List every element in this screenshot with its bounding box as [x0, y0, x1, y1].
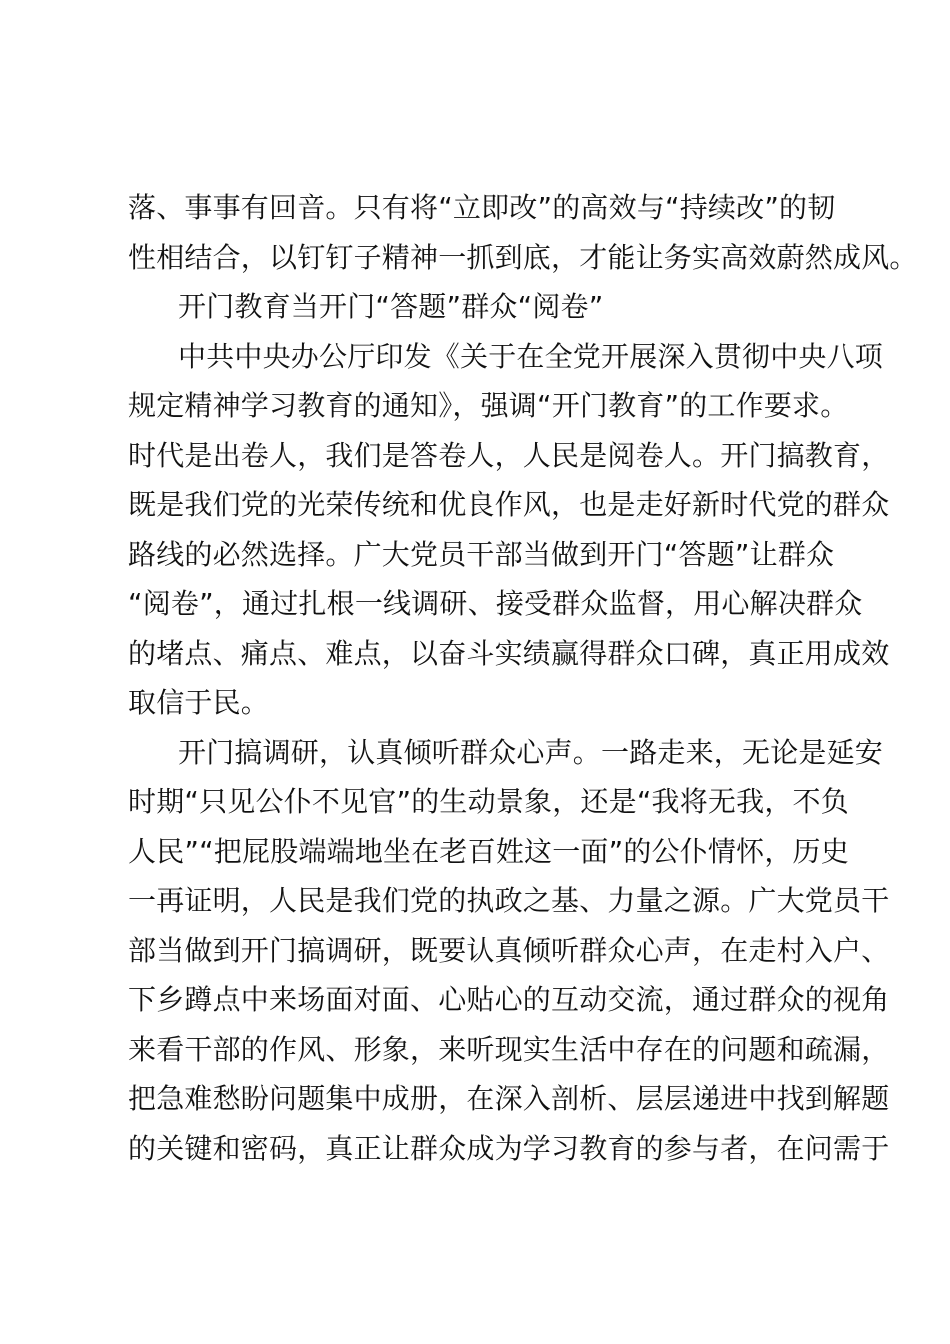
text-line: 时期“只见公仆不见官”的生动景象，还是“我将无我，不负 [128, 785, 849, 818]
section-heading: 开门教育当开门“答题”群众“阅卷” [178, 290, 604, 323]
text-line: 取信于民。 [128, 686, 270, 719]
text-line: 的关键和密码，真正让群众成为学习教育的参与者，在问需于 [128, 1131, 890, 1165]
text-line: “阅卷”，通过扎根一线调研、接受群众监督，用心解决群众 [128, 587, 863, 620]
text-line: 中共中央办公厅印发《关于在全党开展深入贯彻中央八项 [178, 339, 884, 373]
text-line: 既是我们党的光荣传统和优良作风，也是走好新时代党的群众 [128, 488, 890, 521]
text-line: 的堵点、痛点、难点，以奋斗实绩赢得群众口碑，真正用成效 [128, 636, 890, 670]
text-line: 性相结合，以钉钉子精神一抓到底，才能让务实高效蔚然成风。 [128, 240, 918, 274]
text-line: 把急难愁盼问题集中成册，在深入剖析、层层递进中找到解题 [128, 1082, 890, 1115]
text-line: 落、事事有回音。只有将“立即改”的高效与“持续改”的韧 [128, 191, 836, 224]
text-line: 来看干部的作风、形象，来听现实生活中存在的问题和疏漏， [128, 1032, 890, 1066]
text-line: 开门搞调研，认真倾听群众心声。一路走来，无论是延安 [178, 735, 884, 769]
text-line: 时代是出卷人，我们是答卷人，人民是阅卷人。开门搞教育， [128, 438, 890, 472]
text-line: 下乡蹲点中来场面对面、心贴心的互动交流，通过群众的视角 [128, 983, 890, 1016]
text-line: 人民”“把屁股端端地坐在老百姓这一面”的公仆情怀，历史 [128, 834, 849, 868]
text-line: 规定精神学习教育的通知》，强调“开门教育”的工作要求。 [128, 389, 849, 422]
text-line: 路线的必然选择。广大党员干部当做到开门“答题”让群众 [128, 537, 835, 571]
text-line: 部当做到开门搞调研，既要认真倾听群众心声，在走村入户、 [128, 933, 890, 967]
document-body [128, 183, 918, 1173]
text-line: 一再证明，人民是我们党的执政之基、力量之源。广大党员干 [128, 884, 890, 917]
